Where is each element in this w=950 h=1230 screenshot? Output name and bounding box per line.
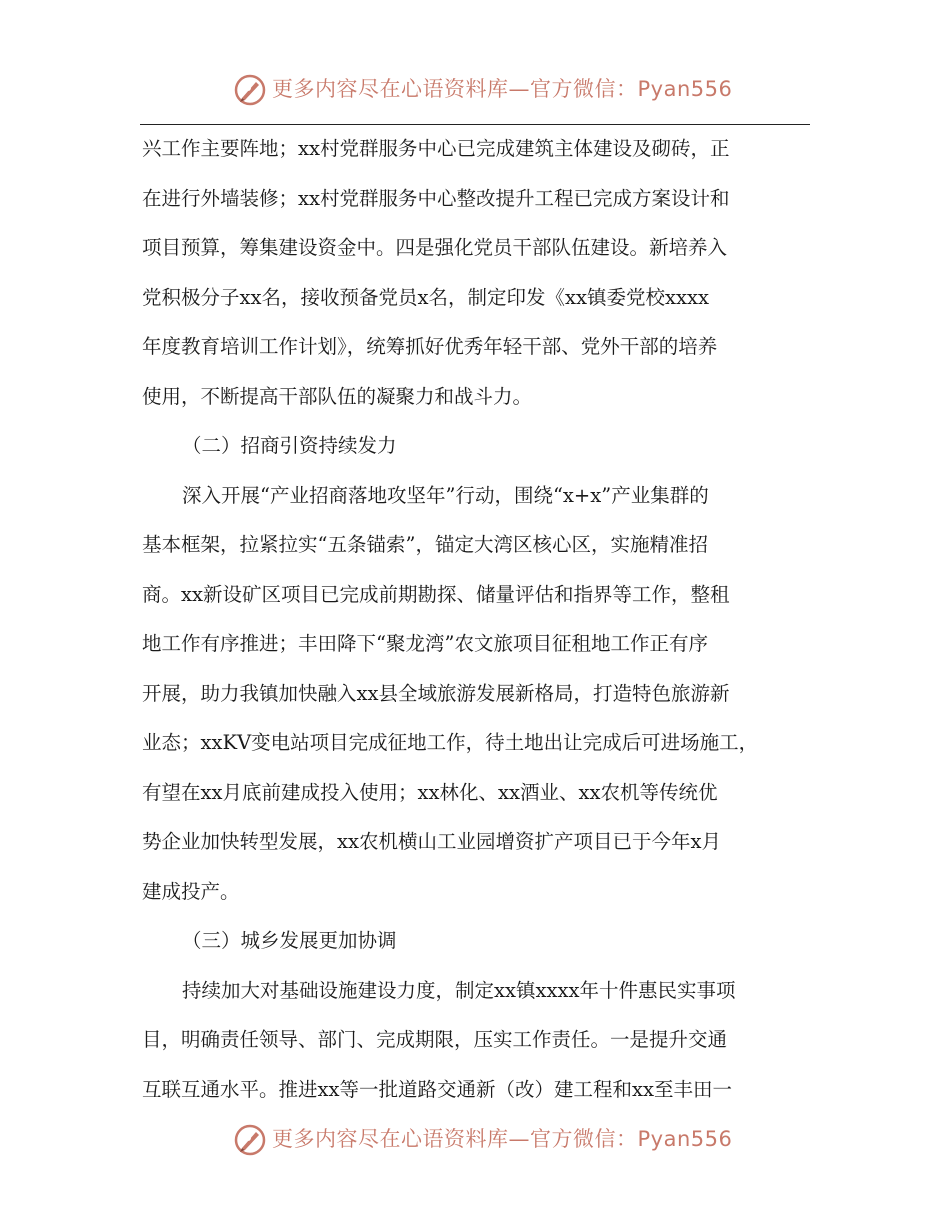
text-line: 商。xx新设矿区项目已完成前期勘探、储量评估和指界等工作，整租 bbox=[142, 582, 730, 606]
watermark-banner-top bbox=[0, 68, 950, 112]
text-line: 地工作有序推进；丰田降下“聚龙湾”农文旅项目征租地工作正有序 bbox=[142, 632, 708, 655]
pen-logo-icon bbox=[232, 72, 268, 108]
watermark-text: 更多内容尽在心语资料库—官方微信：Pyan556 bbox=[272, 77, 733, 101]
watermark-banner-bottom bbox=[0, 1118, 950, 1162]
text-line: （二）招商引资持续发力 bbox=[182, 434, 397, 457]
text-line: 开展，助力我镇加快融入xx县全域旅游发展新格局，打造特色旅游新 bbox=[142, 681, 730, 705]
text-line: 在进行外墙装修；xx村党群服务中心整改提升工程已完成方案设计和 bbox=[142, 186, 730, 210]
text-line: 目，明确责任领导、部门、完成期限，压实工作责任。一是提升交通 bbox=[142, 1028, 728, 1051]
text-line: 使用，不断提高干部队伍的凝聚力和战斗力。 bbox=[142, 384, 533, 408]
text-line: 业态；xxKV变电站项目完成征地工作，待土地出让完成后可进场施工， bbox=[142, 731, 759, 754]
text-line: 年度教育培训工作计划》，统筹抓好优秀年轻干部、党外干部的培养 bbox=[142, 335, 718, 358]
text-line: 党积极分子xx名，接收预备党员x名，制定印发《xx镇委党校xxxx bbox=[142, 285, 709, 309]
text-line: 持续加大对基础设施建设力度，制定xx镇xxxx年十件惠民实事项 bbox=[182, 978, 736, 1002]
text-line: 建成投产。 bbox=[142, 879, 240, 903]
text-line: （三）城乡发展更加协调 bbox=[182, 929, 397, 952]
document-body bbox=[142, 124, 812, 1114]
watermark-text: 更多内容尽在心语资料库—官方微信：Pyan556 bbox=[272, 1127, 733, 1151]
text-line: 基本框架，拉紧拉实“五条锚索”，锚定大湾区核心区，实施精准招 bbox=[142, 533, 708, 556]
text-line: 兴工作主要阵地；xx村党群服务中心已完成建筑主体建设及砌砖，正 bbox=[142, 137, 730, 160]
pen-logo-icon bbox=[232, 1122, 268, 1158]
text-line: 势企业加快转型发展，xx农机横山工业园增资扩产项目已于今年x月 bbox=[142, 830, 721, 853]
text-line: 有望在xx月底前建成投入使用；xx林化、xx酒业、xx农机等传统优 bbox=[142, 780, 718, 804]
text-line: 项目预算，筹集建设资金中。四是强化党员干部队伍建设。新培养入 bbox=[142, 236, 728, 259]
text-line: 互联互通水平。推进xx等一批道路交通新（改）建工程和xx至丰田一 bbox=[142, 1077, 732, 1101]
text-line: 深入开展“产业招商落地攻坚年”行动，围绕“x+x”产业集群的 bbox=[182, 483, 709, 507]
